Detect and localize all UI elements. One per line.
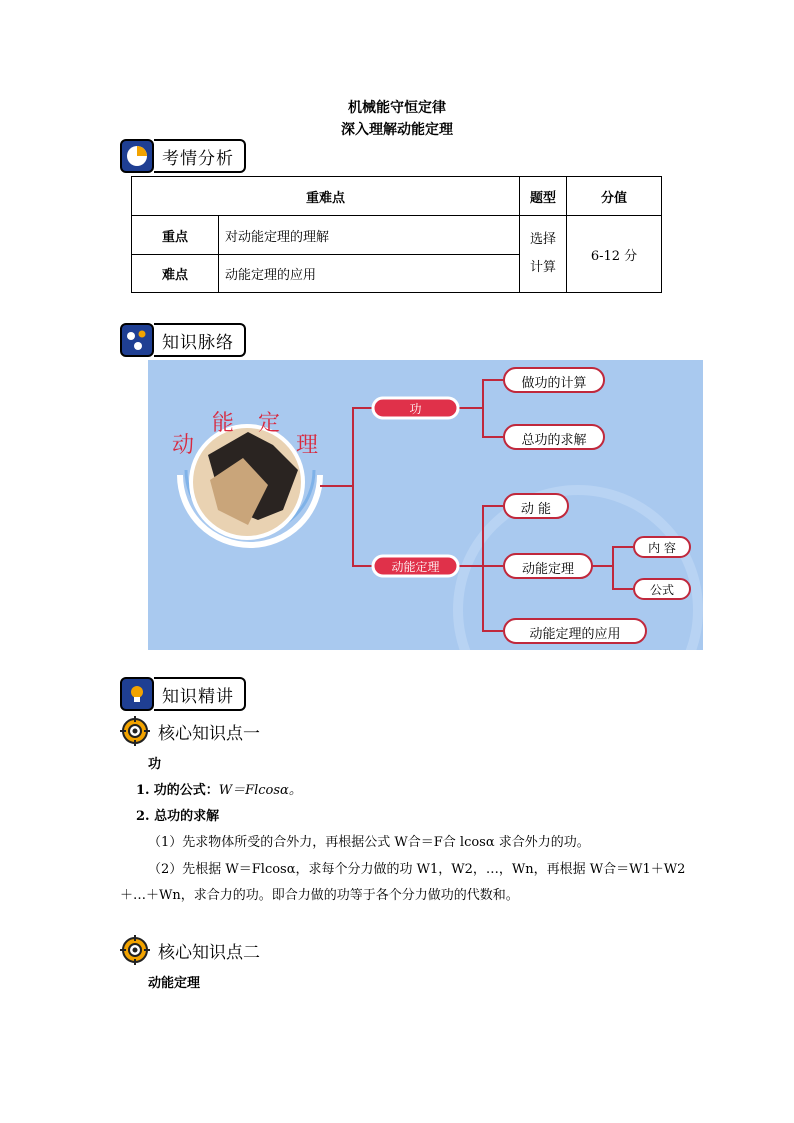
kp1-item1 — [136, 781, 302, 801]
center-char: 动 — [172, 433, 195, 458]
node-branch1-label: 功 — [409, 402, 422, 416]
node-sub-label: 公式 — [649, 583, 674, 597]
section-analysis-label: 考情分析 — [154, 139, 246, 173]
kp1-header — [120, 716, 260, 746]
table-header-difficulty: 重难点 — [132, 177, 520, 216]
kp1-item2 — [136, 807, 219, 827]
center-char: 能 — [212, 411, 235, 436]
kp1-label: 核心知识点一 — [158, 723, 260, 744]
kp2-header — [120, 935, 260, 965]
item-label: 功的公式： — [153, 783, 219, 798]
item-number: 2. — [136, 809, 150, 824]
kp2-heading: 动能定理 — [148, 976, 201, 991]
doc-title: 机械能守恒定律 — [348, 100, 446, 116]
section-explain-label: 知识精讲 — [154, 677, 246, 711]
table-row-label: 重点 — [132, 216, 219, 255]
node-leaf-label: 动能定理的应用 — [529, 627, 621, 642]
node-branch2-label: 动能定理 — [391, 560, 440, 574]
table-row-content: 动能定理的应用 — [219, 255, 520, 293]
target-icon — [120, 716, 150, 746]
network-icon — [120, 323, 154, 357]
kp1-heading: 功 — [148, 757, 162, 772]
type-line-2: 计算 — [529, 260, 556, 275]
lightbulb-icon — [120, 677, 154, 711]
node-leaf-label: 动 能 — [520, 502, 552, 517]
item-formula: W＝Flcosα。 — [218, 783, 302, 798]
item-label: 总功的求解 — [154, 809, 220, 824]
kp1-paragraph-2a: （2）先根据 W＝Flcosα，求每个分力做的功 W1，W2，…，Wn，再根据 W合＝W1＋W2 — [148, 862, 686, 877]
node-leaf-label: 动能定理 — [521, 562, 574, 577]
node-leaf-label: 做功的计算 — [521, 376, 587, 391]
kp1-paragraph-2b: ＋…＋Wn，求合力的功。即合力做的功等于各个分力做功的代数和。 — [120, 888, 519, 903]
node-sub-label: 内 容 — [648, 541, 676, 555]
pie-chart-icon — [120, 139, 154, 173]
section-explain — [120, 677, 246, 711]
analysis-table — [131, 176, 662, 293]
kp2-label: 核心知识点二 — [158, 942, 260, 963]
section-analysis — [120, 139, 246, 173]
doc-subtitle: 深入理解动能定理 — [341, 122, 453, 138]
section-context — [120, 323, 246, 357]
table-type-cell — [520, 216, 567, 293]
type-line-1: 选择 — [529, 232, 556, 247]
node-leaf-label: 总功的求解 — [521, 433, 587, 448]
section-context-label: 知识脉络 — [154, 323, 246, 357]
table-header-type: 题型 — [520, 177, 567, 216]
mind-map — [148, 360, 703, 650]
center-char: 理 — [296, 433, 319, 458]
table-header-score: 分值 — [567, 177, 662, 216]
kp1-paragraph-1: （1）先求物体所受的合外力，再根据公式 W合＝F合 lcosα 求合外力的功。 — [148, 835, 590, 850]
item-number: 1. — [136, 783, 150, 798]
table-row-content: 对动能定理的理解 — [219, 216, 520, 255]
center-char: 定 — [258, 411, 281, 436]
table-row-label: 难点 — [132, 255, 219, 293]
target-icon — [120, 935, 150, 965]
table-score-cell: 6-12 分 — [567, 216, 662, 293]
